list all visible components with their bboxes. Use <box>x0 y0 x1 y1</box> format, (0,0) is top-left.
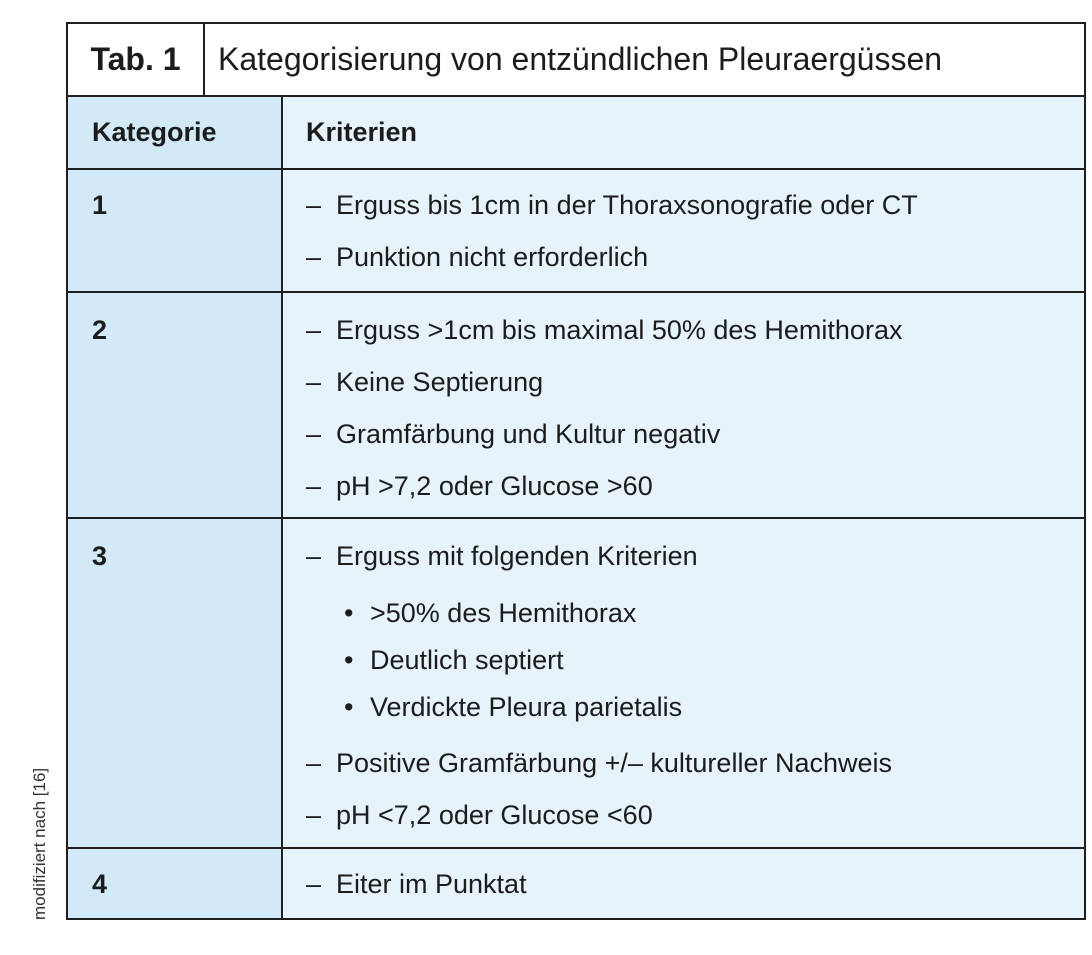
criteria-subitem: • Verdickte Pleura parietalis <box>344 692 683 722</box>
header-kategorie: Kategorie <box>92 117 217 147</box>
criteria-item: – Positive Gramfärbung +/– kultureller Nachweis <box>306 748 892 778</box>
table-row <box>68 519 1084 849</box>
criteria-item: – Keine Septierung <box>306 367 544 397</box>
criteria-item: – Erguss bis 1cm in der Thoraxsonografie oder CT <box>306 190 918 220</box>
criteria-subitem: • >50% des Hemithorax <box>344 598 637 628</box>
criteria-subitem: • Deutlich septiert <box>344 645 564 675</box>
criteria-item: – pH <7,2 oder Glucose <60 <box>306 800 653 830</box>
criteria-item: – Erguss >1cm bis maximal 50% des Hemithorax <box>306 315 903 345</box>
table-title-row <box>68 24 1084 97</box>
criteria-item: – Punktion nicht erforderlich <box>306 242 649 272</box>
criteria-item: – pH >7,2 oder Glucose >60 <box>306 471 653 501</box>
pleural-effusion-table <box>66 22 1086 920</box>
table-row <box>68 170 1084 293</box>
category-value: 4 <box>92 869 108 899</box>
table-title: Kategorisierung von entzündlichen Pleuraergüssen <box>218 41 943 77</box>
table-row <box>68 849 1084 918</box>
header-kriterien: Kriterien <box>306 117 418 147</box>
table-number: Tab. 1 <box>68 24 205 95</box>
criteria-item: – Gramfärbung und Kultur negativ <box>306 419 721 449</box>
criteria-item: – Eiter im Punktat <box>306 869 527 899</box>
category-value: 2 <box>92 315 108 345</box>
table-row <box>68 293 1084 519</box>
source-note: modifiziert nach [16] <box>30 767 49 920</box>
category-value: 3 <box>92 541 108 571</box>
header-row <box>68 97 1084 170</box>
criteria-item: – Erguss mit folgenden Kriterien <box>306 541 698 571</box>
category-value: 1 <box>92 190 108 220</box>
